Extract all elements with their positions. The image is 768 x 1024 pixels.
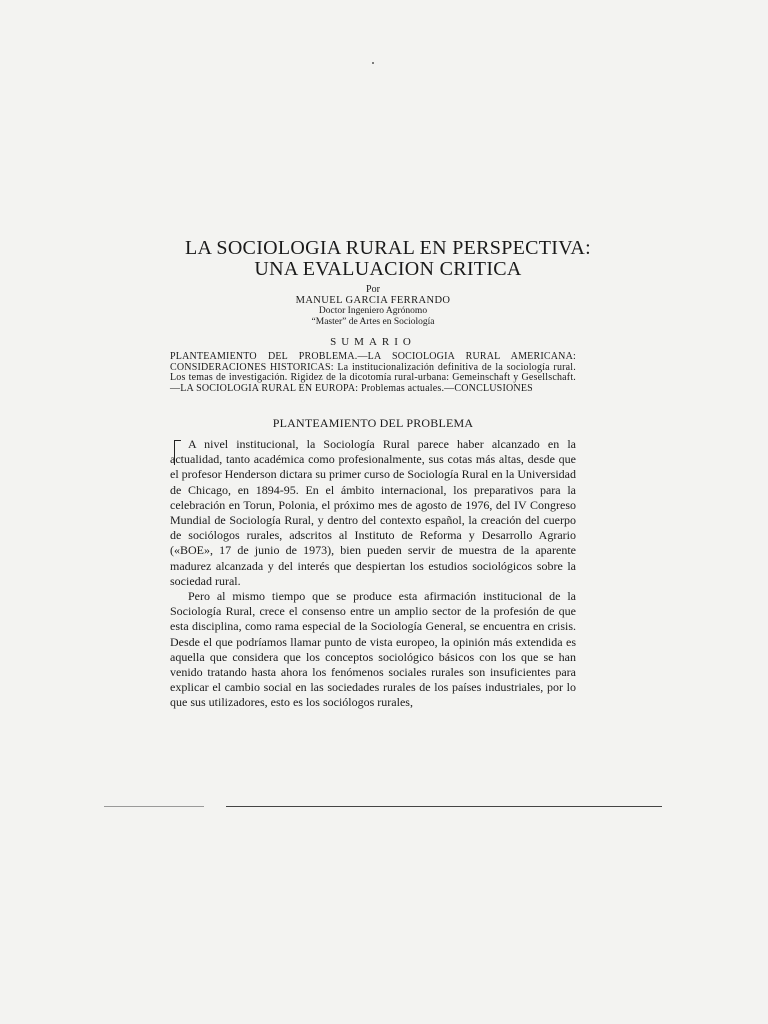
article-title	[168, 238, 608, 280]
scan-speck	[372, 62, 374, 64]
bottom-rule-left	[104, 806, 204, 807]
sumario-heading: SUMARIO	[330, 336, 416, 348]
title-line-2: UNA EVALUACION CRITICA	[254, 258, 522, 280]
bottom-rule-right	[226, 806, 662, 807]
body-paragraph-2: Pero al mismo tiempo que se produce esta afirmación institucional de la Sociología Rural, crece el consenso entre un amplio sector de la profesión de que esta disciplina, como rama especial de la Sociología General, se encuentra en crisis. Desde el que podríamos llamar punto de vista europeo, la opinión más extendida es aquella que considera que los conceptos sociológico básicos con los que se han venido tratando hasta ahora los fenómenos sociales rurales son insuficientes para explicar el cambio social en las sociedades rurales de los países industriales, por lo que sus utilizadores, esto es los sociólogos rurales,	[170, 589, 576, 710]
sumario-text: PLANTEAMIENTO DEL PROBLEMA.—LA SOCIOLOGIA RURAL AMERICANA: CONSIDERACIONES HISTORICAS: La institucionalización definitiva de la sociología rural. Los temas de investigación. Rigidez de la dicotomía rural-urbana: Gemeinschaft y Gesellschaft.—LA SOCIOLOGIA RURAL EN EUROPA: Problemas actuales.—CONCLUSIONES	[170, 351, 576, 394]
author-credential-2: “Master” de Artes en Sociología	[311, 316, 435, 327]
section-heading: PLANTEAMIENTO DEL PROBLEMA	[272, 416, 474, 430]
author-name: MANUEL GARCIA FERRANDO	[295, 294, 451, 306]
title-line-1: LA SOCIOLOGIA RURAL EN PERSPECTIVA:	[184, 237, 592, 259]
body-text	[170, 437, 576, 711]
byline-por: Por	[366, 284, 380, 295]
author-credential-1: Doctor Ingeniero Agrónomo	[318, 306, 428, 316]
body-paragraph-1: A nivel institucional, la Sociología Rural parece haber alcanzado en la actualidad, tanto académica como profesionalmente, sus cotas más altas, desde que el profesor Henderson dictara su primer curso de Sociología Rural en la Universidad de Chicago, en 1894-95. En el ámbito internacional, los preparativos para la celebración en Torun, Polonia, el próximo mes de agosto de 1976, del IV Congreso Mundial de Sociología Rural, y dentro del contexto español, la creación del cuerpo de sociólogos rurales, adscritos al Instituto de Reforma y Desarrollo Agrario («BOE», 17 de junio de 1973), bien pueden servir de muestra de la aparente madurez alcanzada y del interés que despiertan los estudios sociológicos sobre la sociedad rural.	[170, 437, 576, 588]
byline	[168, 285, 578, 327]
